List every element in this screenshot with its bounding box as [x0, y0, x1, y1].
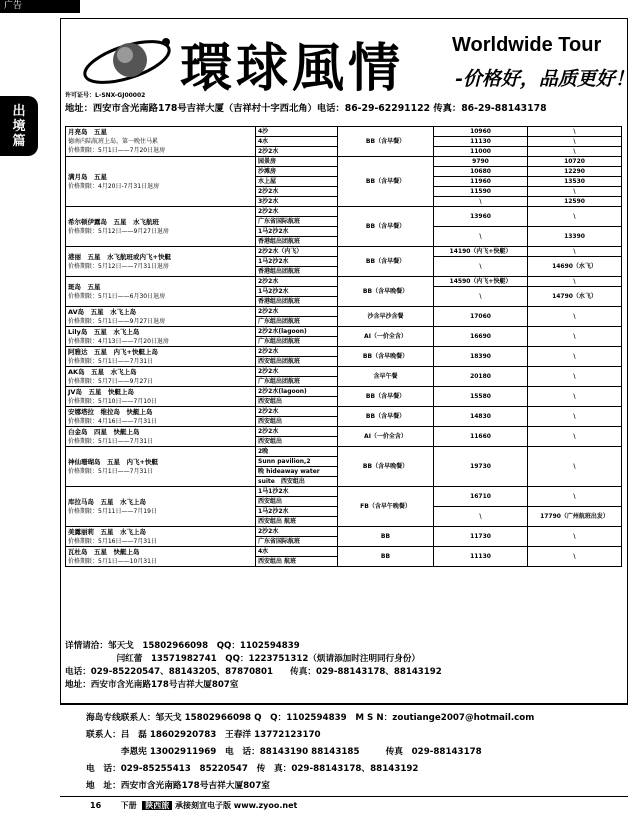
table-row [66, 247, 622, 257]
footer [90, 800, 297, 811]
price-alt-cell: \ [528, 387, 622, 407]
hotel-name: 神仙珊瑚岛 五星 内飞+快艇 [68, 457, 158, 466]
validity: 价格期限：5月1日——7月20日退房 [68, 147, 166, 154]
hotel-name: 美露丽莉 五星 水飞上岛 [68, 527, 146, 536]
room-type: 西安组出 航班 [256, 517, 338, 527]
validity: 价格期限：4月16日——7月31日 [68, 417, 157, 425]
validity: 价格期限：5月7日——9月27日 [68, 377, 154, 385]
contact-line: 地址：西安市含光南路178号吉祥大厦807室 [65, 680, 239, 690]
room-type: 广东组出团航班 [256, 337, 338, 347]
hotel-cell [66, 487, 256, 527]
room-type: 4水 [256, 137, 338, 147]
meal-plan: BB [338, 527, 434, 547]
company-address: 地址：西安市含光南路178号吉祥大厦（吉祥村十字西北角）电话：86-29-62291122 传真：86-29-88143178 [65, 103, 547, 114]
room-type: 3沙2水 [256, 197, 338, 207]
room-type: 水上屋 [256, 177, 338, 187]
hotel-cell [66, 407, 256, 427]
price-cell: 11130 [434, 547, 528, 567]
hotel-name: 满月岛 五星 [68, 172, 107, 181]
meal-plan: BB（含早晚餐） [338, 347, 434, 367]
price-cell: 11590 [434, 187, 528, 197]
section-tab-char: 出 [12, 103, 26, 119]
meal-plan: BB（含早晚餐） [338, 447, 434, 487]
price-cell: \ [434, 287, 528, 307]
contact-line: 闫红蕾 13571982741 QQ：1223751312（烦请添加时注明同行身份） [65, 654, 421, 664]
price-cell: 17060 [434, 307, 528, 327]
table-row [66, 307, 622, 317]
room-type: 广东省国际航班 [256, 217, 338, 227]
room-type: 2沙2水 [256, 347, 338, 357]
meal-plan: BB（含早餐） [338, 247, 434, 277]
hotel-cell [66, 307, 256, 327]
hotel-name: 港丽 五星 水飞航班或内飞+快艇 [68, 252, 171, 261]
bottom-contacts [86, 710, 631, 795]
room-type: 2沙2水(lagoon) [256, 387, 338, 397]
price-alt-cell: \ [528, 127, 622, 137]
room-type: 2沙2水 [256, 427, 338, 437]
footer-text: 承接刻宣电子版 www.zyoo.net [175, 801, 298, 810]
room-type: 香港组出团航班 [256, 237, 338, 247]
footer-section: 下册 [120, 801, 137, 810]
room-type: 1马1沙2水 [256, 487, 338, 497]
validity: 价格期限：4月13日——7月20日退房 [68, 337, 169, 345]
room-type: 2沙2水 [256, 207, 338, 217]
room-type: 沙滩房 [256, 167, 338, 177]
room-type: 4沙 [256, 127, 338, 137]
validity: 价格期限：5月11日——7月19日 [68, 507, 157, 515]
price-cell: 14590（内飞+快艇） [434, 277, 528, 287]
price-alt-cell: 17790（广州航班出发） [528, 507, 622, 527]
room-type: 2沙2水 [256, 147, 338, 157]
room-type: 2沙2水 [256, 187, 338, 197]
meal-plan: AI（一价全含） [338, 427, 434, 447]
table-row [66, 327, 622, 337]
price-alt-cell: 10720 [528, 157, 622, 167]
footer-badge: 陕西旅 [142, 801, 172, 810]
price-alt-cell: \ [528, 447, 622, 487]
room-type: 2沙2水 [256, 277, 338, 287]
table-row [66, 547, 622, 557]
hotel-name: 月亮岛 五星 [68, 128, 107, 136]
table-row [66, 347, 622, 357]
meal-plan: BB（含早餐） [338, 157, 434, 207]
hotel-name: 希尔顿伊露岛 五星 水飞航班 [68, 217, 159, 226]
meal-plan: FB（含早午晚餐） [338, 487, 434, 527]
price-alt-cell: 12290 [528, 167, 622, 177]
room-type: 西安组出团航班 [256, 357, 338, 367]
room-type: 4水 [256, 547, 338, 557]
validity: 价格期限：5月1日——7月31日 [68, 357, 154, 365]
permit-number: 许可证号：L-SNX-GJ00002 [65, 92, 146, 99]
price-cell: 15580 [434, 387, 528, 407]
room-type: 西安组出 [256, 497, 338, 507]
room-type: 香港组出团航班 [256, 267, 338, 277]
brand-name-en: Worldwide Tour [452, 34, 602, 56]
hotel-name: 斑岛 五星 [68, 282, 101, 291]
hotel-name: 白金岛 四星 快艇上岛 [68, 427, 140, 436]
room-type: 2沙2水 [256, 307, 338, 317]
validity: 价格期限：5月1日——6月30日退房 [68, 292, 166, 300]
price-cell: 11660 [434, 427, 528, 447]
validity: 价格期限：5月10日——7月10日 [68, 397, 157, 405]
price-cell: 11000 [434, 147, 528, 157]
room-type: 1马2沙2水 [256, 507, 338, 517]
hotel-note: 德南内陆航班上岛，第一晚住马累 [68, 138, 159, 145]
room-type: 晚 hideaway water [256, 467, 338, 477]
brand-name-cn: 環球風情 [180, 38, 405, 99]
room-type: 2沙2水（内飞） [256, 247, 338, 257]
room-type: 西安组出 [256, 437, 338, 447]
room-type: 2晚 [256, 447, 338, 457]
price-cell: 14830 [434, 407, 528, 427]
meal-plan: AI（一价全含） [338, 327, 434, 347]
meal-plan: 沙含早沙含餐 [338, 307, 434, 327]
price-alt-cell: 14790（水飞） [528, 287, 622, 307]
validity: 价格期限：5月1日——7月31日 [68, 467, 154, 475]
validity: 价格期限：5月1日——7月31日 [68, 437, 154, 445]
meal-plan: BB（含早晚餐） [338, 277, 434, 307]
price-cell: \ [434, 507, 528, 527]
hotel-name: AK岛 五星 水飞上岛 [68, 367, 137, 376]
price-alt-cell: \ [528, 207, 622, 227]
room-type: 2沙2水(lagoon) [256, 327, 338, 337]
price-alt-cell: 12590 [528, 197, 622, 207]
bottom-line: 电 话：029-85255413 85220547 传 真：029-88143178、88143192 [86, 764, 419, 774]
bottom-line: 联系人：吕 磊 18602920783 王春洋 13772123170 [86, 730, 321, 740]
ad-tag: 广告 [0, 0, 80, 13]
price-cell: \ [434, 197, 528, 207]
table-row [66, 407, 622, 417]
section-tab [0, 96, 38, 156]
meal-plan: 含早午餐 [338, 367, 434, 387]
table-row [66, 207, 622, 217]
price-cell: 11960 [434, 177, 528, 187]
price-alt-cell: \ [528, 347, 622, 367]
room-type: Sunn pavilion,2 [256, 457, 338, 467]
section-tab-char: 境 [12, 118, 26, 134]
table-row [66, 527, 622, 537]
hotel-cell [66, 327, 256, 347]
bottom-line: 地 址：西安市含光南路178号吉祥大厦807室 [86, 781, 270, 791]
bottom-line: 海岛专线联系人：邹天戈 15802966098 Q Q：1102594839 M S N：zoutiange2007@hotmail.com [86, 713, 535, 723]
contact-line: 电话：029-85220547、88143205、87870801 传真：029-88143178、88143192 [65, 667, 442, 677]
validity: 价格期限：5月12日——7月31日退房 [68, 262, 169, 270]
price-cell: 10680 [434, 167, 528, 177]
hotel-cell [66, 427, 256, 447]
room-type: 西安组出 航班 [256, 557, 338, 567]
price-cell: 19730 [434, 447, 528, 487]
price-cell: 13960 [434, 207, 528, 227]
price-alt-cell: \ [528, 407, 622, 427]
room-type: 1马2沙2水 [256, 287, 338, 297]
price-alt-cell: \ [528, 527, 622, 547]
page-number: 16 [90, 801, 102, 810]
room-type: 1马2沙2水 [256, 227, 338, 237]
price-cell: 10960 [434, 127, 528, 137]
hotel-cell [66, 347, 256, 367]
table-row [66, 157, 622, 167]
price-alt-cell: \ [528, 427, 622, 447]
room-type: 2沙2水 [256, 407, 338, 417]
hotel-name: 阿雅达 五星 内飞+快艇上岛 [68, 347, 158, 356]
validity: 价格期限：5月1日——10月31日 [68, 557, 157, 565]
price-cell: \ [434, 257, 528, 277]
price-alt-cell: \ [528, 147, 622, 157]
price-cell: 16690 [434, 327, 528, 347]
footer-divider [60, 796, 628, 797]
room-type: 西安组出 [256, 397, 338, 407]
room-type: 广东组出团航班 [256, 317, 338, 327]
table-row [66, 447, 622, 457]
price-alt-cell: 14690（水飞） [528, 257, 622, 277]
hotel-name: 库拉马岛 五星 水飞上岛 [68, 497, 146, 506]
hotel-name: AV岛 五星 水飞上岛 [68, 307, 137, 316]
globe-logo-icon [80, 30, 175, 90]
price-cell: 16710 [434, 487, 528, 507]
bottom-line: 李恩宪 13002911969 电 话：88143190 88143185 传真 029-88143178 [86, 747, 482, 757]
hotel-cell [66, 127, 256, 157]
price-alt-cell: \ [528, 487, 622, 507]
table-row [66, 127, 622, 137]
price-cell: \ [434, 227, 528, 247]
price-alt-cell: \ [528, 307, 622, 327]
room-type: 香港组出团航班 [256, 297, 338, 307]
table-row [66, 367, 622, 377]
room-type: 广东省国际航班 [256, 537, 338, 547]
hotel-cell [66, 547, 256, 567]
slogan: -价格好，品质更好！ [455, 68, 634, 90]
price-cell: 20180 [434, 367, 528, 387]
hotel-cell [66, 387, 256, 407]
price-table [65, 126, 622, 567]
hotel-cell [66, 527, 256, 547]
room-type: 广东组出团航班 [256, 377, 338, 387]
price-alt-cell: 13390 [528, 227, 622, 247]
hotel-name: Lily岛 五星 水飞上岛 [68, 327, 140, 336]
meal-plan: BB（含早餐） [338, 127, 434, 157]
meal-plan: BB（含早餐） [338, 387, 434, 407]
hotel-cell [66, 277, 256, 307]
room-type: 1马2沙2水 [256, 257, 338, 267]
hotel-cell [66, 157, 256, 207]
meal-plan: BB（含早餐） [338, 407, 434, 427]
validity: 价格期限：5月16日——7月31日 [68, 537, 157, 545]
hotel-cell [66, 207, 256, 247]
price-alt-cell: \ [528, 327, 622, 347]
validity: 价格期限：5月12日——9月27日退房 [68, 227, 169, 235]
room-type: 2沙2水 [256, 367, 338, 377]
meal-plan: BB [338, 547, 434, 567]
section-tab-char: 篇 [12, 133, 26, 149]
price-alt-cell: \ [528, 137, 622, 147]
price-alt-cell: \ [528, 547, 622, 567]
hotel-name: JV岛 五星 快艇上岛 [68, 387, 134, 396]
meal-plan: BB（含早餐） [338, 207, 434, 247]
room-type: 2沙2水 [256, 527, 338, 537]
table-row [66, 277, 622, 287]
validity: 价格期限：5月1日——9月27日退房 [68, 317, 166, 325]
price-alt-cell: \ [528, 277, 622, 287]
contact-block [65, 640, 621, 692]
price-alt-cell: \ [528, 187, 622, 197]
hotel-cell [66, 367, 256, 387]
price-cell: 18390 [434, 347, 528, 367]
hotel-name: 安娜塔拉 维拉岛 快艇上岛 [68, 407, 153, 416]
room-type: 西安组出 [256, 417, 338, 427]
table-row [66, 487, 622, 497]
contact-line: 详情请洽：邹天戈 15802966098 QQ：1102594839 [65, 641, 300, 651]
room-type: 园景房 [256, 157, 338, 167]
hotel-cell [66, 447, 256, 487]
validity: 价格期限：4月20日-7月31日退房 [68, 182, 160, 190]
table-row [66, 387, 622, 397]
price-cell: 9790 [434, 157, 528, 167]
table-row [66, 427, 622, 437]
price-cell: 11730 [434, 527, 528, 547]
price-cell: 11130 [434, 137, 528, 147]
price-alt-cell: 13530 [528, 177, 622, 187]
hotel-cell [66, 247, 256, 277]
price-cell: 14190（内飞+快艇） [434, 247, 528, 257]
price-alt-cell: \ [528, 367, 622, 387]
room-type: suite 西安组出 [256, 477, 338, 487]
hotel-name: 瓦杜岛 五星 快艇上岛 [68, 547, 140, 556]
divider [60, 704, 628, 705]
price-alt-cell: \ [528, 247, 622, 257]
